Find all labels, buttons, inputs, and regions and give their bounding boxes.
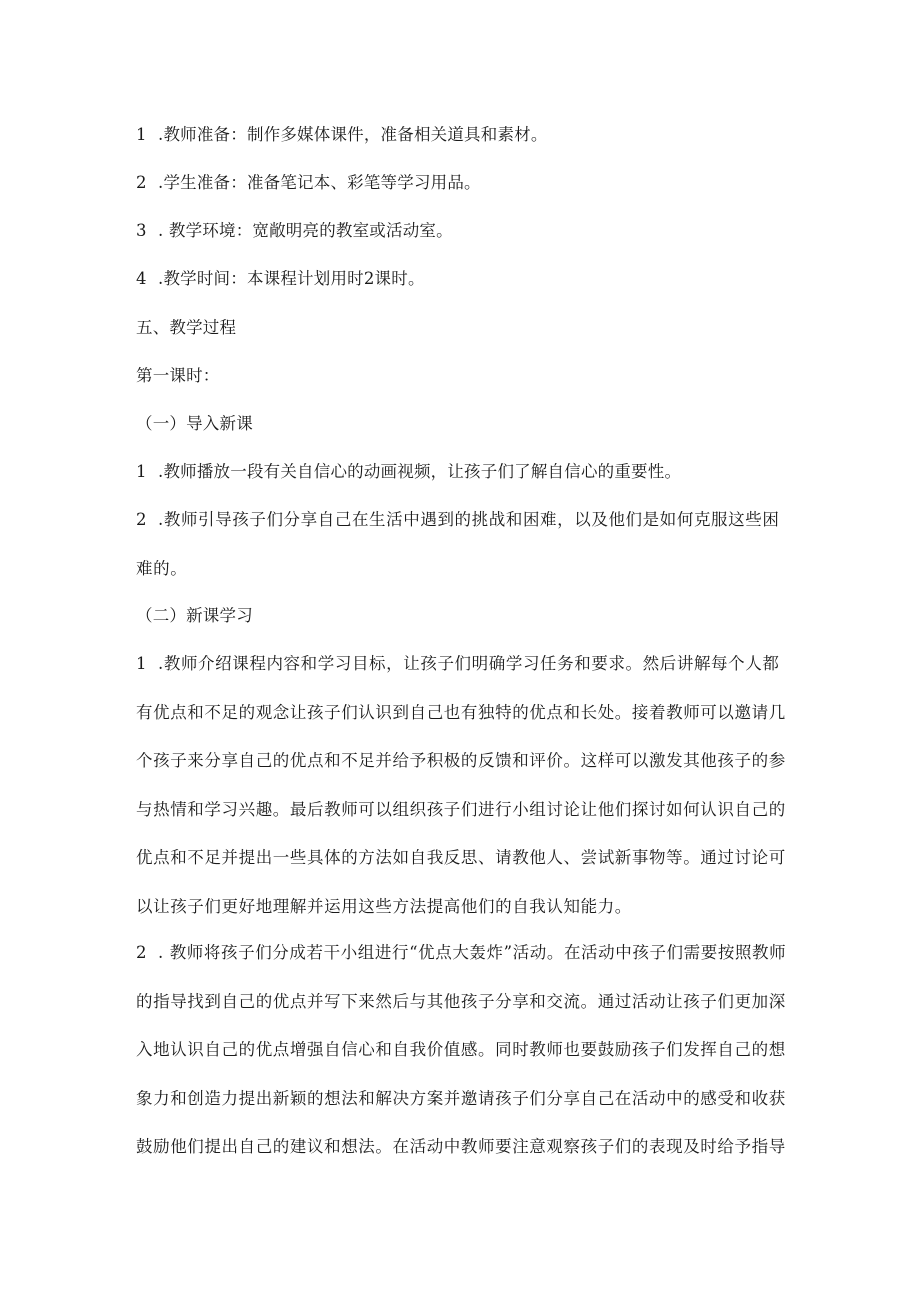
- part2-item-1: [136, 640, 788, 931]
- prep-item-2: [136, 171, 796, 195]
- item-text: . 教师将孩子们分成若干小组进行“优点大轰炸”活动。在活动中孩子们需要按照教师的指导找到自己的优点并写下来然后与其他孩子分享和交流。通过活动让孩子们更加深入地认识自己的优点增强自信心和自我价值感。同时教师也要鼓励孩子们发挥自己的想象力和创造力提出新颖的想法和解决方案并邀请孩子们分享自己在活动中的感受和收获鼓励他们提出自己的建议和想法。在活动中教师要注意观察孩子们的表现及时给予指导: [136, 943, 787, 1156]
- item-text: .教师介绍课程内容和学习目标，让孩子们明确学习任务和要求。然后讲解每个人都有优点和不足的观念让孩子们认识到自己也有独特的优点和长处。接着教师可以邀请几个孩子来分享自己的优点和不足并给予积极的反馈和评价。这样可以激发其他孩子的参与热情和学习兴趣。最后教师可以组织孩子们进行小组讨论让他们探讨如何认识自己的优点和不足并提出一些具体的方法如自我反思、请教他人、尝试新事物等。通过讨论可以让孩子们更好地理解并运用这些方法提高他们的自我认知能力。: [136, 654, 786, 916]
- item-text: .教师准备：制作多媒体课件，准备相关道具和素材。: [158, 125, 548, 144]
- item-number: 1: [136, 654, 148, 673]
- item-text: .教师引导孩子们分享自己在生活中遇到的挑战和困难，以及他们是如何克服这些困难的。: [136, 510, 780, 578]
- part1-item-1: [136, 460, 796, 484]
- part1-item-2: [136, 496, 788, 593]
- item-number: 3: [136, 221, 147, 240]
- item-text: . 教学环境：宽敞明亮的教室或活动室。: [158, 221, 453, 240]
- part1-heading: （一）导入新课: [136, 414, 253, 433]
- part2-item-2: [136, 929, 788, 1172]
- item-text: .教师播放一段有关自信心的动画视频，让孩子们了解自信心的重要性。: [158, 462, 682, 481]
- section-heading: 五、教学过程: [136, 318, 237, 337]
- item-text: .学生准备：准备笔记本、彩笔等学习用品。: [158, 173, 481, 192]
- prep-item-3: [136, 219, 796, 243]
- item-number: 2: [136, 943, 148, 962]
- part2-heading: （二）新课学习: [136, 606, 253, 625]
- item-text: .教学时间：本课程计划用时2课时。: [158, 269, 425, 288]
- item-number: 4: [136, 269, 147, 288]
- lesson-heading: 第一课时：: [136, 366, 220, 385]
- prep-item-4: [136, 267, 796, 291]
- item-number: 1: [136, 125, 147, 144]
- item-number: 2: [136, 173, 147, 192]
- prep-item-1: [136, 123, 796, 147]
- item-number: 2: [136, 510, 148, 529]
- item-number: 1: [136, 462, 147, 481]
